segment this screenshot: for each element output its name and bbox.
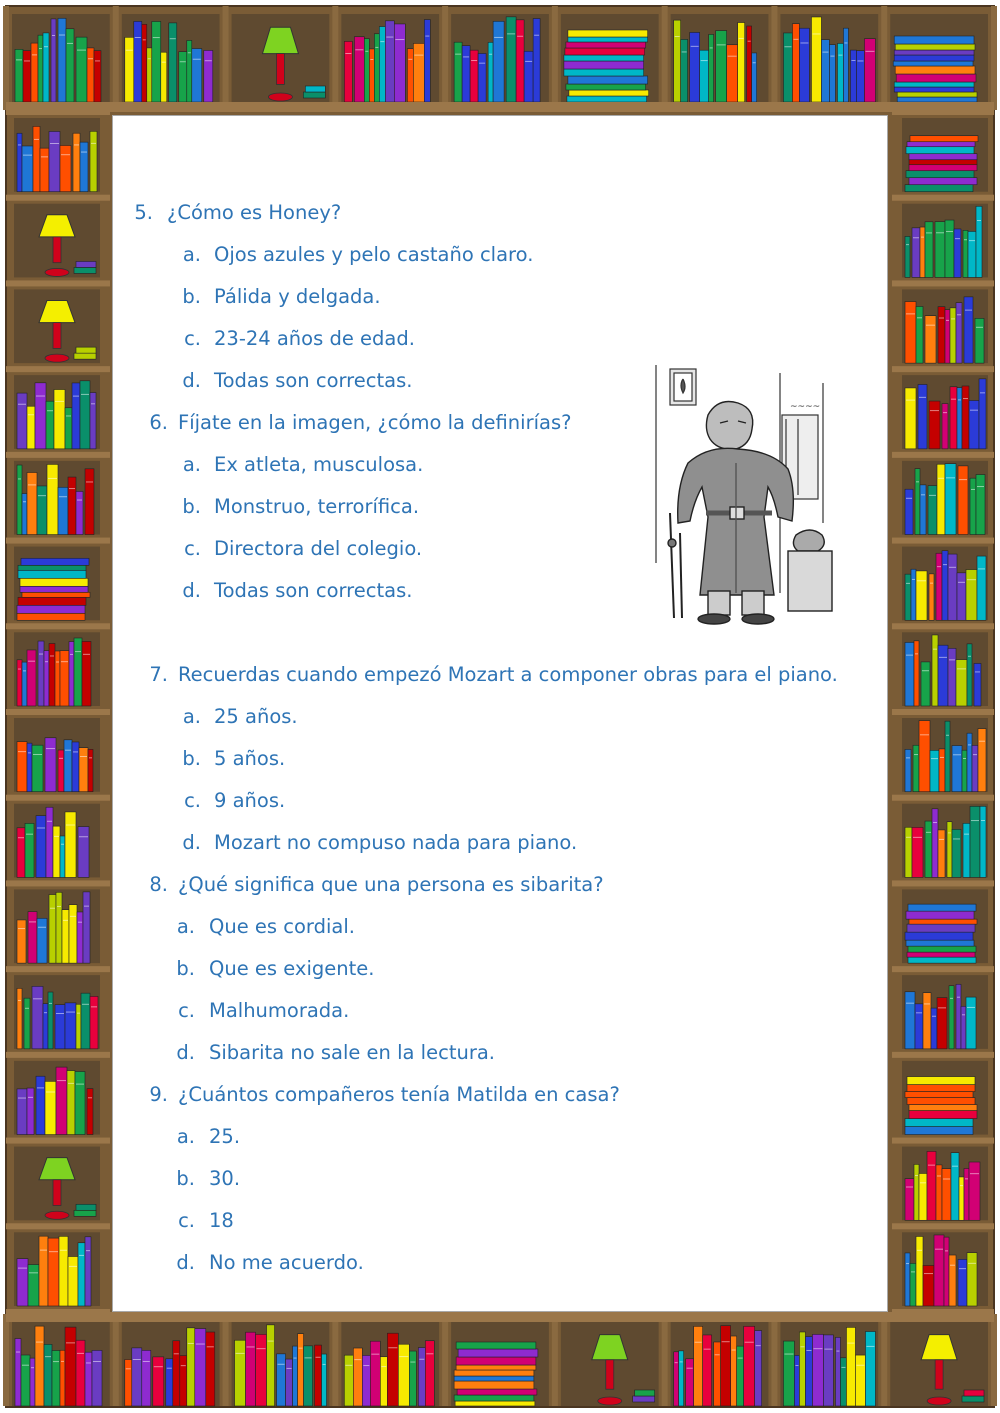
option-letter: d. [182, 831, 201, 854]
option-letter: c. [178, 1209, 195, 1232]
shelf-cell [14, 375, 100, 449]
option-text: Ex atleta, musculosa. [214, 453, 424, 476]
shelf-cell [671, 14, 769, 102]
option-letter: d. [182, 369, 201, 392]
option-text: Todas son correctas. [214, 579, 413, 602]
shelf-cell [232, 14, 330, 102]
option-text: Monstruo, terrorífica. [214, 495, 420, 518]
shelf-cell [14, 289, 100, 363]
shelf-cell [14, 1232, 100, 1306]
option-text: 25 años. [214, 705, 298, 728]
shelf-cell [902, 804, 988, 878]
question-text: ¿Qué significa que una persona es sibarita? [178, 873, 604, 896]
shelf-cell [122, 1322, 220, 1406]
shelf-cell [451, 1322, 549, 1406]
headmistress-illustration-icon [648, 363, 844, 625]
shelf-cell [902, 718, 988, 792]
shelf-cell [780, 1322, 878, 1406]
shelf-cell [14, 204, 100, 278]
shelf-cell [341, 1322, 439, 1406]
svg-text:~~~~: ~~~~ [790, 402, 821, 412]
shelf-cell [12, 1322, 110, 1406]
option-letter: c. [184, 327, 201, 350]
worksheet-content [112, 115, 888, 1312]
shelf-cell [780, 14, 878, 102]
option-letter: c. [178, 999, 195, 1022]
option-text: 23-24 años de edad. [214, 327, 415, 350]
shelf-cell [14, 118, 100, 192]
shelf-cell [902, 204, 988, 278]
shelf-cell [14, 975, 100, 1049]
option-letter: b. [182, 495, 201, 518]
option-text: 5 años. [214, 747, 286, 770]
option-text: Todas son correctas. [214, 369, 413, 392]
option-text: Sibarita no sale en la lectura. [209, 1041, 495, 1064]
option-letter: a. [176, 915, 195, 938]
option-text: Ojos azules y pelo castaño claro. [214, 243, 534, 266]
shelf-cell [451, 14, 549, 102]
option-text: Pálida y delgada. [214, 285, 381, 308]
option-letter: b. [182, 747, 201, 770]
shelf-cell [14, 632, 100, 706]
shelf-cell [232, 1322, 330, 1406]
option-letter: c. [184, 789, 201, 812]
shelf-cell [902, 1232, 988, 1306]
shelf-cell [902, 461, 988, 535]
option-letter: d. [176, 1041, 195, 1064]
question-number: 9. [149, 1083, 168, 1106]
question-number: 5. [134, 201, 153, 224]
shelf-cell [14, 804, 100, 878]
shelf-cell [902, 632, 988, 706]
option-letter: a. [182, 243, 201, 266]
question-number: 6. [149, 411, 168, 434]
shelf-cell [341, 14, 439, 102]
shelf-cell [122, 14, 220, 102]
question-text: ¿Cómo es Honey? [167, 201, 342, 224]
shelf-cell [14, 461, 100, 535]
shelf-cell [902, 1147, 988, 1221]
option-text: Que es cordial. [209, 915, 355, 938]
option-text: Directora del colegio. [214, 537, 423, 560]
question-number: 7. [149, 663, 168, 686]
shelf-cell [14, 1147, 100, 1221]
shelf-cell [14, 547, 100, 621]
shelf-cell [890, 14, 988, 102]
option-text: 18 [209, 1209, 234, 1232]
option-text: 30. [209, 1167, 241, 1190]
option-text: Mozart no compuso nada para piano. [214, 831, 578, 854]
shelf-cell [902, 375, 988, 449]
option-letter: a. [182, 453, 201, 476]
shelf-cell [12, 14, 110, 102]
shelf-cell [902, 1061, 988, 1135]
shelf-cell [902, 889, 988, 963]
option-letter: d. [182, 579, 201, 602]
option-letter: a. [182, 705, 201, 728]
option-letter: c. [184, 537, 201, 560]
shelf-cell [902, 547, 988, 621]
option-text: Que es exigente. [209, 957, 375, 980]
question-text: ¿Cuántos compañeros tenía Matilda en casa? [178, 1083, 620, 1106]
option-text: 9 años. [214, 789, 286, 812]
option-letter: b. [176, 957, 195, 980]
option-text: Malhumorada. [209, 999, 350, 1022]
shelf-cell [561, 1322, 659, 1406]
option-letter: b. [176, 1167, 195, 1190]
shelf-cell [902, 118, 988, 192]
option-letter: a. [176, 1125, 195, 1148]
option-text: No me acuerdo. [209, 1251, 364, 1274]
shelf-cell [902, 975, 988, 1049]
shelf-cell [14, 889, 100, 963]
question-text: Fíjate en la imagen, ¿cómo la definirías? [178, 411, 572, 434]
option-text: 25. [209, 1125, 241, 1148]
shelf-cell [14, 1061, 100, 1135]
shelf-cell [14, 718, 100, 792]
option-letter: b. [182, 285, 201, 308]
shelf-cell [890, 1322, 988, 1406]
question-number: 8. [149, 873, 168, 896]
question-text: Recuerdas cuando empezó Mozart a componer obras para el piano. [178, 663, 838, 686]
shelf-cell [902, 289, 988, 363]
shelf-cell [671, 1322, 769, 1406]
option-letter: d. [176, 1251, 195, 1274]
shelf-cell [561, 14, 659, 102]
